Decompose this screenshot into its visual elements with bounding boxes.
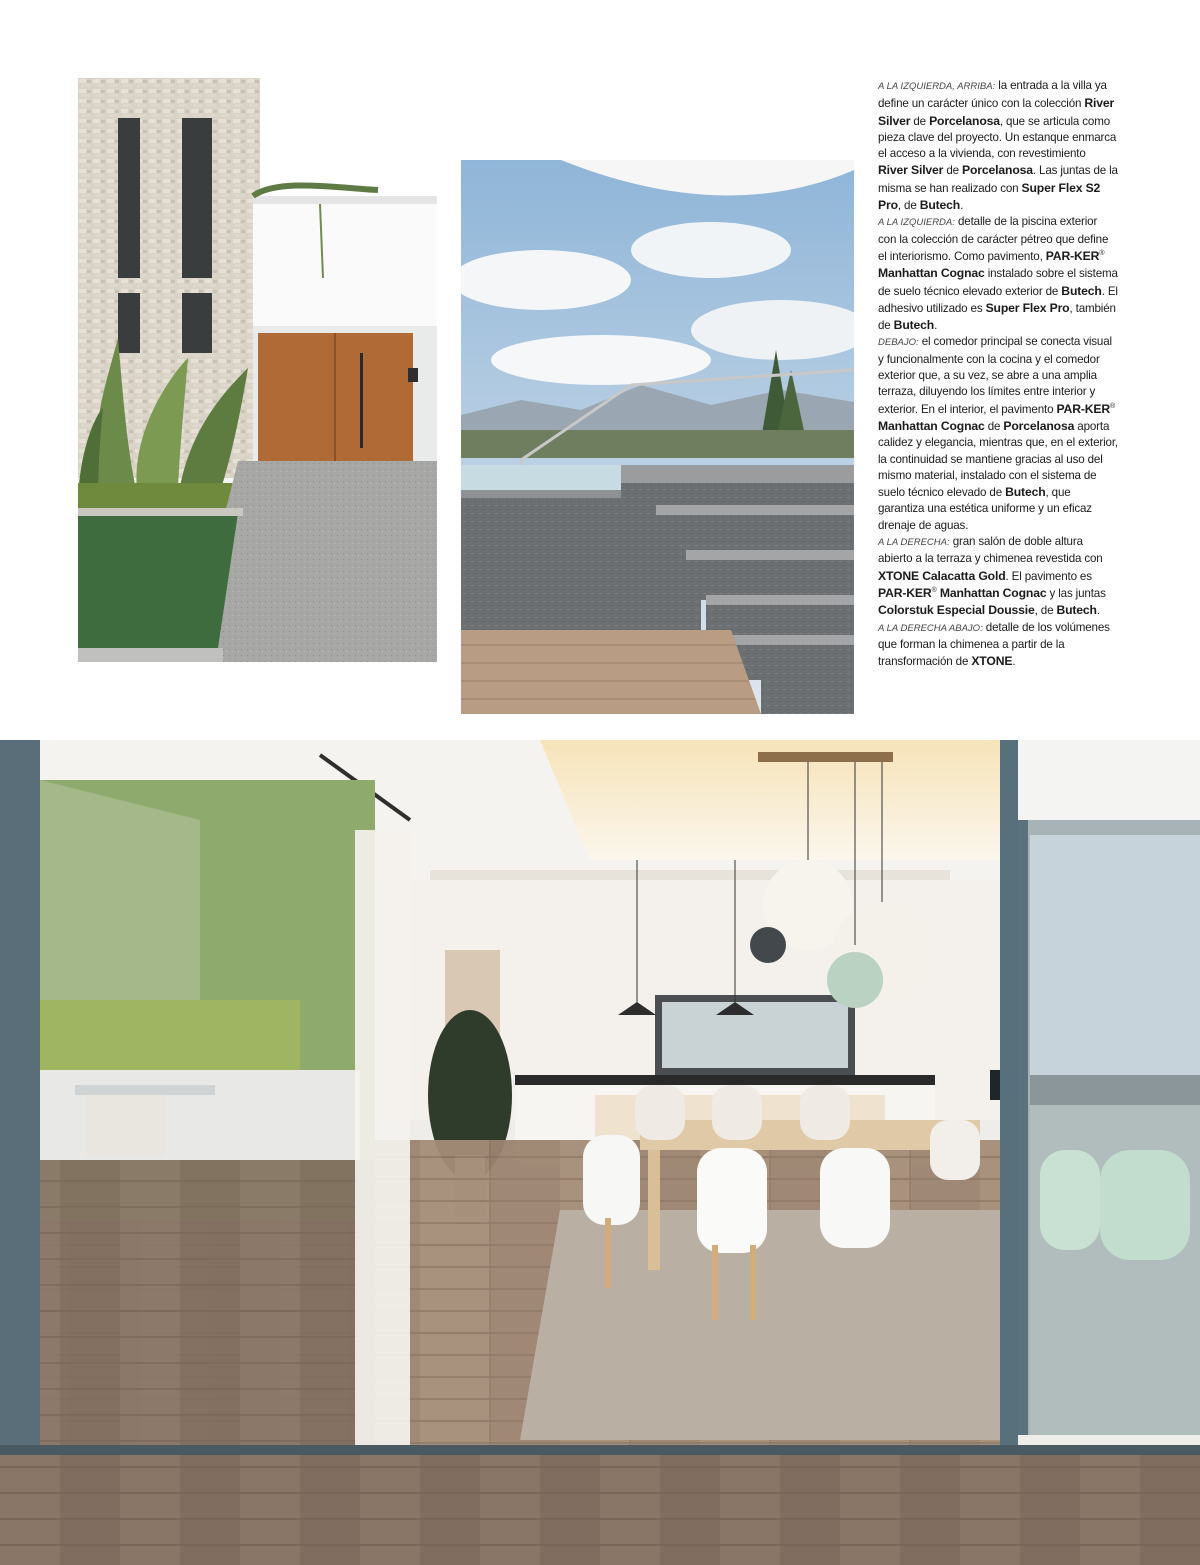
- caption-text: ®: [931, 587, 937, 595]
- caption-lead: A LA DERECHA:: [878, 537, 950, 549]
- caption-text: . El pavimento es: [1005, 569, 1092, 583]
- caption-brand-name: Butech: [1061, 283, 1102, 298]
- caption-paragraph: [878, 78, 1118, 214]
- caption-brand-name: Colorstuk Especial Doussie: [878, 603, 1035, 618]
- caption-brand-name: Super Flex Pro: [985, 300, 1070, 315]
- caption-text: de: [910, 114, 930, 128]
- caption-paragraph: [878, 620, 1118, 671]
- caption-text: , también de: [878, 301, 1116, 333]
- caption-lead: A LA DERECHA ABAJO:: [878, 622, 983, 634]
- caption-column: [878, 78, 1118, 670]
- caption-brand-name: Porcelanosa: [929, 113, 1000, 128]
- caption-lead: A LA IZQUIERDA, ARRIBA:: [878, 81, 996, 92]
- caption-brand-name: XTONE Calacatta Gold: [878, 568, 1006, 583]
- caption-brand-name: PAR-KER: [1056, 401, 1111, 416]
- caption-lead: A LA IZQUIERDA:: [878, 217, 955, 229]
- caption-brand-name: Porcelanosa: [1003, 418, 1075, 433]
- caption-paragraph: [878, 534, 1118, 619]
- caption-text: .: [1012, 655, 1016, 669]
- caption-lead: DEBAJO:: [878, 337, 919, 349]
- caption-brand-name: Butech: [1005, 485, 1046, 500]
- caption-brand-name: PAR-KER: [1045, 248, 1100, 263]
- caption-text: detalle de los volúmenes que forman la chimenea a partir de la transformación de: [878, 620, 1110, 669]
- caption-text: la entrada a la villa ya define un carácter único con la colección: [878, 79, 1107, 111]
- caption-text: detalle de la piscina exterior con la colección de carácter pétreo que define el interiorismo. Como pavimento,: [878, 215, 1109, 263]
- caption-brand-name: Porcelanosa: [962, 163, 1033, 178]
- caption-brand-name: Manhattan Cognac: [878, 418, 985, 433]
- pool-photo: [461, 160, 854, 714]
- caption-paragraph: [878, 334, 1118, 534]
- caption-text: , de: [897, 199, 920, 213]
- caption-text: de: [984, 419, 1004, 433]
- caption-text: , de: [1034, 604, 1057, 618]
- caption-text: .: [1096, 604, 1100, 618]
- caption-text: de: [943, 164, 963, 178]
- caption-paragraph: [878, 214, 1118, 334]
- caption-text: , que garantiza una estética uniforme y un eficaz drenaje de aguas.: [878, 486, 1092, 532]
- caption-text: instalado sobre el sistema de suelo técnico elevado exterior de: [878, 267, 1118, 298]
- caption-brand-name: River Silver: [878, 96, 1115, 128]
- caption-text: . El adhesivo utilizado es: [878, 284, 1118, 315]
- caption-brand-name: PAR-KER: [878, 585, 932, 600]
- caption-text: ®: [1110, 402, 1116, 410]
- caption-text: gran salón de doble altura abierto a la terraza y chimenea revestida con: [878, 535, 1103, 566]
- caption-text: el comedor principal se conecta visual y funcionalmente con la cocina y el comedor exterior que, a su vez, se abre a una amplia terraza, diluyendo los límites entre interior y exterior. En el interior, el pavimento: [878, 335, 1112, 416]
- caption-brand-name: XTONE: [971, 654, 1013, 669]
- dining-room-photo: [0, 740, 1200, 1565]
- caption-brand-name: Butech: [1056, 603, 1097, 618]
- caption-brand-name: Manhattan Cognac: [878, 266, 985, 281]
- caption-text: y las juntas: [1046, 586, 1106, 600]
- caption-brand-name: Super Flex S2 Pro: [878, 180, 1101, 213]
- caption-brand-name: River Silver: [878, 163, 944, 178]
- caption-brand-name: Manhattan Cognac: [936, 585, 1047, 600]
- caption-text: .: [934, 319, 938, 333]
- caption-text: , que se articula como pieza clave del proyecto. Un estanque enmarca el acceso a la vivienda, con revestimiento: [878, 114, 1117, 161]
- caption-text: aporta calidez y elegancia, mientras que, en el exterior, la continuidad se mantiene gracias al uso del mismo material, instalado con el sistema de suelo técnico elevado de: [878, 419, 1118, 500]
- caption-brand-name: Butech: [919, 198, 961, 213]
- caption-brand-name: Butech: [893, 318, 935, 333]
- caption-text: . Las juntas de la misma se han realizado con: [878, 164, 1118, 195]
- caption-text: ®: [1099, 250, 1105, 258]
- entrance-photo: [78, 78, 437, 662]
- caption-text: .: [960, 199, 964, 213]
